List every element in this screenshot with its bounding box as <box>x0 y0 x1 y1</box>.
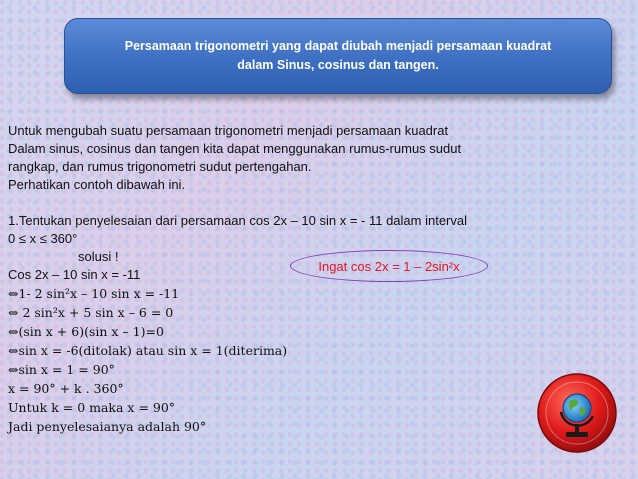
equation-step: Untuk k = 0 maka x = 90° <box>8 400 176 415</box>
equation-step: ⇔ 2 sin²x + 5 sin x – 6 = 0 <box>8 305 174 320</box>
title-banner <box>64 18 612 94</box>
problem-interval: 0 ≤ x ≤ 360° <box>8 231 78 246</box>
intro-line: Perhatikan contoh dibawah ini. <box>8 177 186 192</box>
equation-step: ⇔1- 2 sin²x – 10 sin x = -11 <box>8 286 180 301</box>
conclusion: Jadi penyelesaianya adalah 90° <box>8 419 207 434</box>
banner-title-line-1: Persamaan trigonometri yang dapat diubah menjadi persamaan kuadrat <box>124 39 552 53</box>
reminder-text: Ingat cos 2x = 1 – 2sin²x <box>318 258 460 274</box>
content-body <box>8 122 568 436</box>
equation-step: ⇔sin x = -6(ditolak) atau sin x = 1(diterima) <box>8 343 288 358</box>
equation-step: x = 90° + k . 360° <box>8 381 124 396</box>
intro-line: Untuk mengubah suatu persamaan trigonometri menjadi persamaan kuadrat <box>8 123 449 138</box>
problem-statement: 1.Tentukan penyelesaian dari persamaan cos 2x – 10 sin x = - 11 dalam interval <box>8 213 467 228</box>
intro-line: rangkap, dan rumus trigonometri sudut pertengahan. <box>8 159 312 174</box>
equation-step: Cos 2x – 10 sin x = -11 <box>8 267 141 282</box>
banner-title-line-2: dalam Sinus, cosinus dan tangen. <box>237 58 439 72</box>
intro-line: Dalam sinus, cosinus dan tangen kita dapat menggunakan rumus-rumus sudut <box>8 141 462 156</box>
equation-step: ⇔(sin x + 6)(sin x – 1)=0 <box>8 324 164 339</box>
solution-label: solusi ! <box>78 249 119 264</box>
globe-icon[interactable] <box>536 372 618 454</box>
reminder-callout <box>290 250 488 282</box>
equation-step: ⇔sin x = 1 = 90° <box>8 362 115 377</box>
